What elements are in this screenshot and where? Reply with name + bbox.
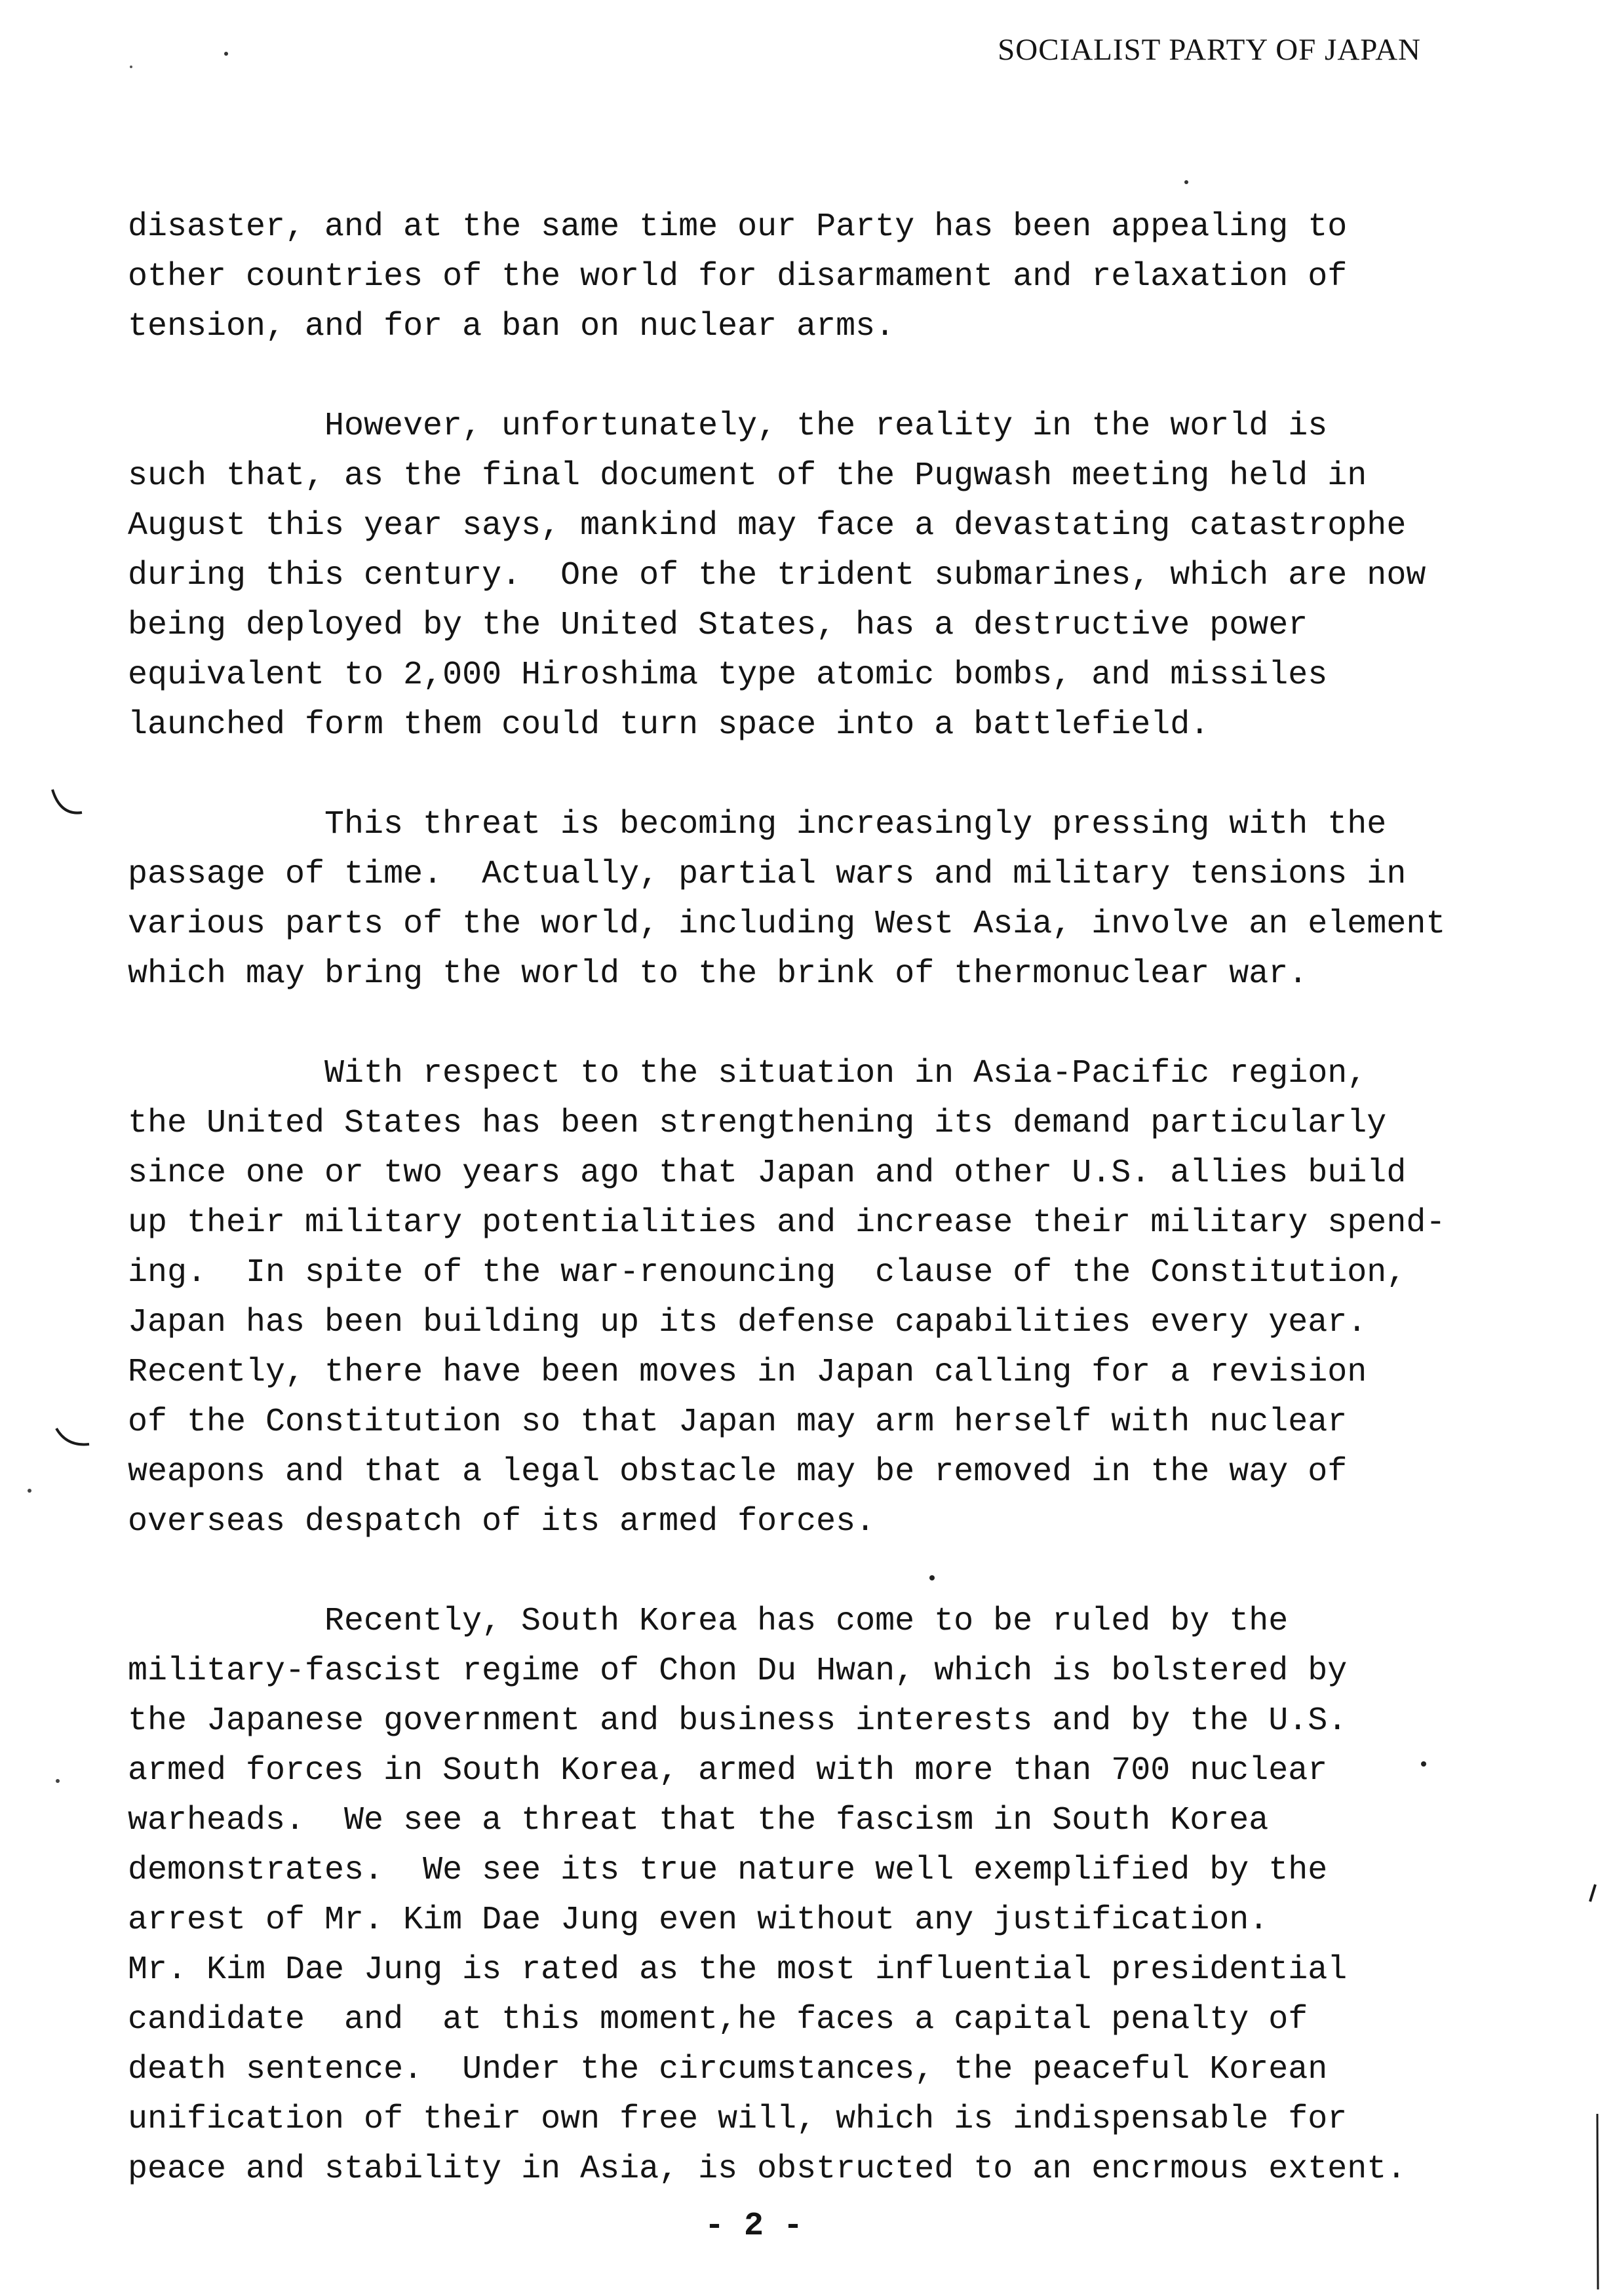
text-line: warheads. We see a threat that the fascism in South Korea [128, 1802, 1269, 1839]
text-line: arrest of Mr. Kim Dae Jung even without any justification. [128, 1902, 1269, 1939]
text-line: peace and stability in Asia, is obstructed to an encrmous extent. [128, 2151, 1407, 2188]
text-line: such that, as the final document of the Pugwash meeting held in [128, 457, 1367, 495]
text-line: With respect to the situation in Asia-Pacific region, [324, 1055, 1367, 1092]
scan-speck [56, 1779, 60, 1783]
text-line: unification of their own free will, which is indispensable for [128, 2101, 1348, 2138]
text-line: of the Constitution so that Japan may arm herself with nuclear [128, 1404, 1348, 1441]
text-line: ing. In spite of the war-renouncing clause of the Constitution, [128, 1254, 1407, 1292]
page-number: - 2 - [704, 2208, 804, 2245]
scan-mark-curve-upper [52, 790, 82, 813]
text-line: August this year says, mankind may face a devastating catastrophe [128, 507, 1407, 545]
text-line: the United States has been strengthening its demand particularly [128, 1105, 1387, 1142]
text-line: since one or two years ago that Japan and other U.S. allies build [128, 1155, 1407, 1192]
paragraph-threat [128, 800, 1517, 999]
scan-mark-vertical-line [1597, 2114, 1598, 2289]
text-line: the Japanese government and business interests and by the U.S. [128, 1702, 1348, 1740]
text-line: disaster, and at the same time our Party has been appealing to [128, 208, 1348, 246]
page-header-title: SOCIALIST PARTY OF JAPAN [998, 33, 1421, 67]
text-line: tension, and for a ban on nuclear arms. [128, 308, 895, 345]
text-line: death sentence. Under the circumstances, the peaceful Korean [128, 2051, 1328, 2088]
text-line: equivalent to 2,000 Hiroshima type atomic bombs, and missiles [128, 657, 1328, 694]
scan-speck [224, 52, 228, 56]
scan-speck [130, 66, 132, 68]
text-line: being deployed by the United States, has a destructive power [128, 607, 1308, 644]
text-line: various parts of the world, including West Asia, involve an element [128, 906, 1446, 943]
text-line: up their military potentialities and increase their military spend- [128, 1204, 1446, 1242]
scan-mark-curve-lower [56, 1428, 89, 1445]
document-body [128, 202, 1517, 2194]
paragraph-continuation [128, 202, 1517, 352]
scan-speck [1184, 180, 1188, 184]
text-line: However, unfortunately, the reality in the world is [324, 408, 1328, 445]
text-line: Mr. Kim Dae Jung is rated as the most influential presidential [128, 1951, 1348, 1989]
text-line: other countries of the world for disarmament and relaxation of [128, 258, 1348, 296]
scan-mark-tick-right [1590, 1885, 1595, 1902]
text-line: demonstrates. We see its true nature well exemplified by the [128, 1852, 1328, 1889]
text-line: launched form them could turn space into a battlefield. [128, 706, 1210, 744]
paragraph-pugwash [128, 402, 1517, 750]
text-line: during this century. One of the trident submarines, which are now [128, 557, 1426, 594]
text-line: overseas despatch of its armed forces. [128, 1503, 876, 1540]
text-line: armed forces in South Korea, armed with more than 700 nuclear [128, 1752, 1328, 1789]
text-line: candidate and at this moment,he faces a capital penalty of [128, 2001, 1308, 2038]
paragraph-asia-pacific [128, 1049, 1517, 1547]
text-line: which may bring the world to the brink of thermonuclear war. [128, 955, 1308, 993]
text-line: Japan has been building up its defense capabilities every year. [128, 1304, 1367, 1341]
text-line: passage of time. Actually, partial wars and military tensions in [128, 856, 1407, 893]
text-line: Recently, South Korea has come to be ruled by the [324, 1603, 1289, 1640]
scan-speck [28, 1489, 31, 1493]
text-line: Recently, there have been moves in Japan calling for a revision [128, 1354, 1367, 1391]
text-line: weapons and that a legal obstacle may be removed in the way of [128, 1453, 1348, 1491]
text-line: military-fascist regime of Chon Du Hwan, which is bolstered by [128, 1653, 1348, 1690]
paragraph-south-korea [128, 1597, 1517, 2194]
text-line: This threat is becoming increasingly pressing with the [324, 806, 1387, 843]
